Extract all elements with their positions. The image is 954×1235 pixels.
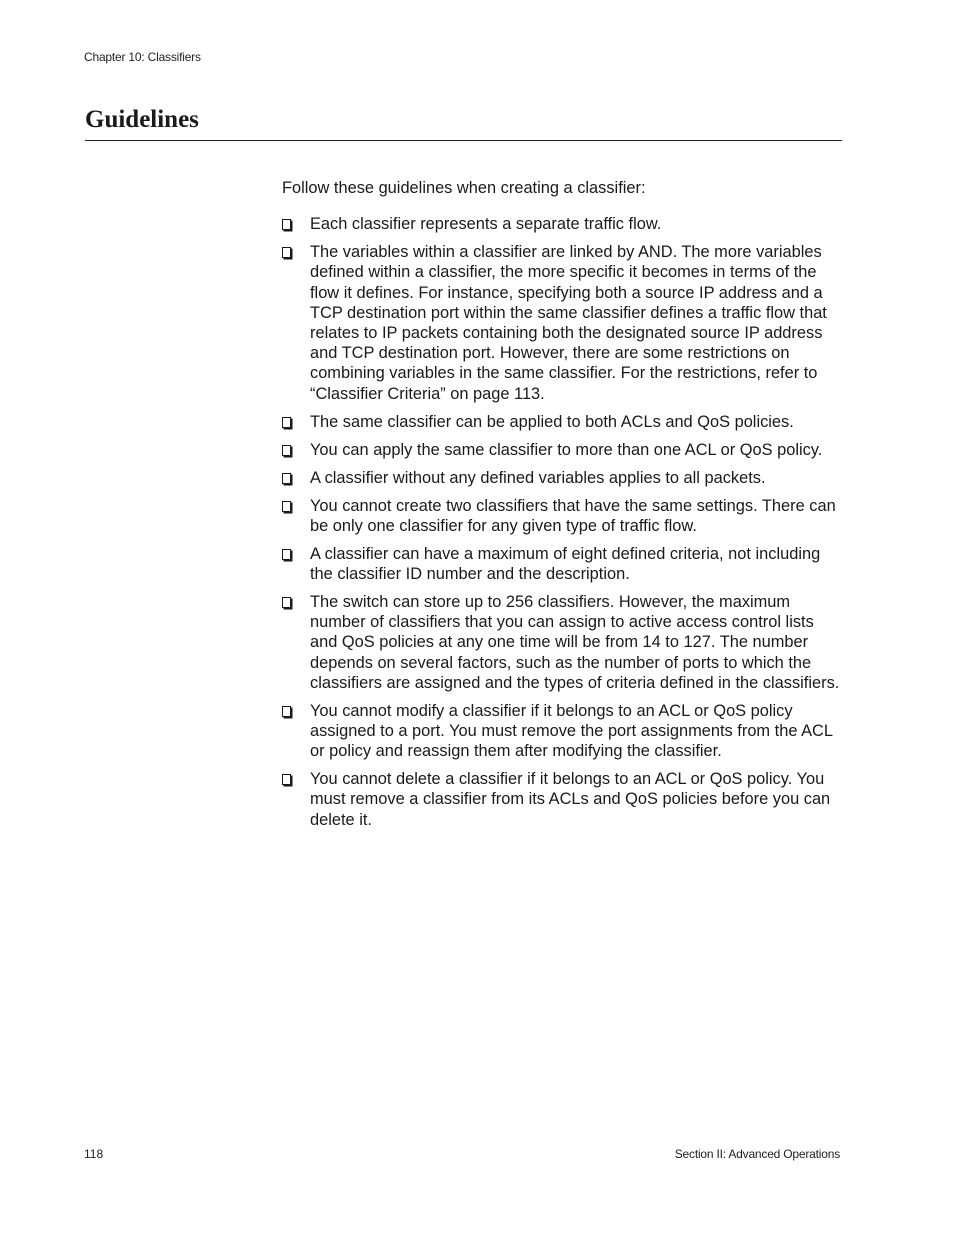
checkbox-bullet-icon xyxy=(282,473,291,484)
list-item-text: A classifier can have a maximum of eight defined criteria, not including the classifier ID number and the description. xyxy=(310,544,821,584)
list-item-text: The variables within a classifier are linked by AND. The more variables defined within a classifier, the more specific it becomes in terms of the flow it defines. For instance, specifying both a source IP address and a TCP destination port within the same classifier defines a traffic flow that relates to IP packets containing both the designated source IP address and TCP destination port. However, there are some restrictions on combining variables in the same classifier. For the restrictions, refer to “Classifier Criteria” on page 113. xyxy=(310,243,827,403)
list-item xyxy=(282,769,844,830)
list-item xyxy=(282,468,844,488)
list-item-text: You cannot create two classifiers that have the same settings. There can be only one classifier for any given type of traffic flow. xyxy=(310,496,836,535)
guidelines-list xyxy=(282,214,844,830)
checkbox-bullet-icon xyxy=(282,774,291,785)
checkbox-bullet-icon xyxy=(282,501,291,512)
checkbox-bullet-icon xyxy=(282,597,291,608)
list-item-text: The same classifier can be applied to both ACLs and QoS policies. xyxy=(310,412,794,431)
section-title: Guidelines xyxy=(85,106,199,133)
list-item-text: Each classifier represents a separate traffic flow. xyxy=(310,215,662,234)
checkbox-bullet-icon xyxy=(282,219,291,230)
list-item xyxy=(282,440,844,460)
list-item-text: You cannot modify a classifier if it belongs to an ACL or QoS policy assigned to a port. You must remove the port assignments from the ACL or policy and reassign them after modifying the classifier. xyxy=(310,701,833,761)
checkbox-bullet-icon xyxy=(282,706,291,717)
running-footer-section: Section II: Advanced Operations xyxy=(674,1147,840,1161)
checkbox-bullet-icon xyxy=(282,549,291,560)
list-item xyxy=(282,701,844,762)
running-header: Chapter 10: Classifiers xyxy=(84,50,201,64)
checkbox-bullet-icon xyxy=(282,417,291,428)
intro-paragraph: Follow these guidelines when creating a classifier: xyxy=(282,179,646,197)
list-item xyxy=(282,496,844,536)
list-item-text: The switch can store up to 256 classifiers. However, the maximum number of classifiers that you can assign to active access control lists and QoS policies at any one time will be from 14 to 127. The number depends on several factors, such as the number of ports to which the classifiers are assigned and the types of criteria defined in the classifiers. xyxy=(310,593,840,692)
list-item xyxy=(282,242,844,404)
list-item xyxy=(282,544,844,584)
title-rule xyxy=(85,140,842,141)
list-item-text: A classifier without any defined variables applies to all packets. xyxy=(310,468,766,487)
list-item xyxy=(282,412,844,432)
list-item-text: You can apply the same classifier to more than one ACL or QoS policy. xyxy=(310,440,823,459)
page-number: 118 xyxy=(84,1147,104,1161)
list-item-text: You cannot delete a classifier if it belongs to an ACL or QoS policy. You must remove a classifier from its ACLs and QoS policies before you can delete it. xyxy=(310,770,831,829)
body-text xyxy=(282,178,844,838)
list-item xyxy=(282,592,844,693)
checkbox-bullet-icon xyxy=(282,247,291,258)
list-item xyxy=(282,214,844,234)
checkbox-bullet-icon xyxy=(282,445,291,456)
